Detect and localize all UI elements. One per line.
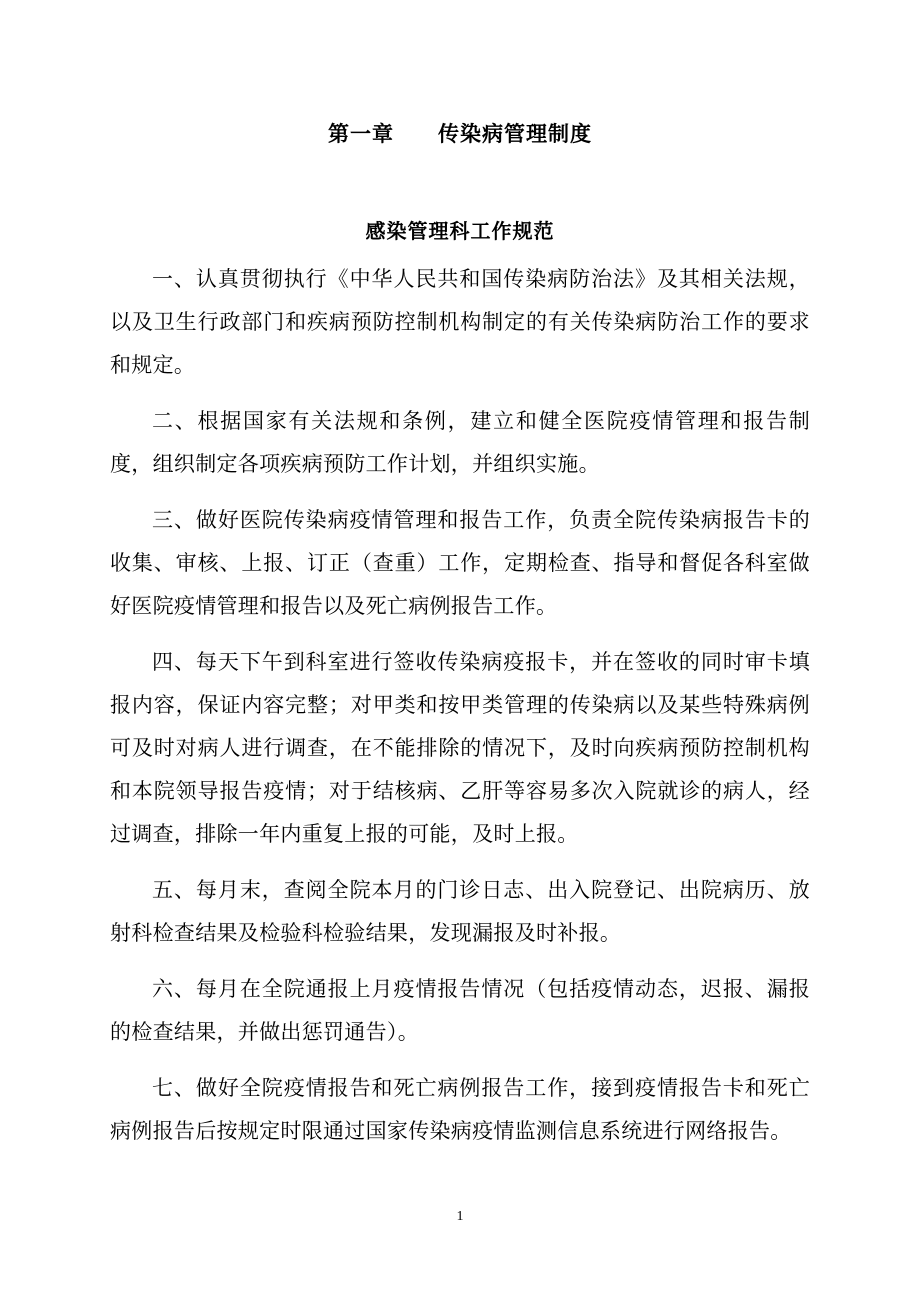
- document-body: [110, 258, 810, 1166]
- paragraph-2: 二、根据国家有关法规和条例，建立和健全医院疫情管理和报告制度，组织制定各项疾病预防工作计划，并组织实施。: [110, 409, 810, 476]
- paragraph-7: 七、做好全院疫情报告和死亡病例报告工作，接到疫情报告卡和死亡病例报告后按规定时限通过国家传染病疫情监测信息系统进行网络报告。: [110, 1076, 810, 1143]
- section-heading: 感染管理科工作规范: [365, 219, 555, 243]
- page-number: 1: [456, 1209, 464, 1224]
- paragraph-3: 三、做好医院传染病疫情管理和报告工作，负责全院传染病报告卡的收集、审核、上报、订正（查重）工作，定期检查、指导和督促各科室做好医院疫情管理和报告以及死亡病例报告工作。: [110, 508, 810, 618]
- paragraph-4: 四、每天下午到科室进行签收传染病疫报卡，并在签收的同时审卡填报内容，保证内容完整；对甲类和按甲类管理的传染病以及某些特殊病例可及时对病人进行调查，在不能排除的情况下，及时向疾病预防控制机构和本院领导报告疫情；对于结核病、乙肝等容易多次入院就诊的病人，经过调查，排除一年内重复上报的可能，及时上报。: [110, 650, 810, 846]
- paragraph-6: 六、每月在全院通报上月疫情报告情况（包括疫情动态，迟报、漏报的检查结果，并做出惩罚通告）。: [110, 977, 810, 1044]
- paragraph-5: 五、每月末，查阅全院本月的门诊日志、出入院登记、出院病历、放射科检查结果及检验科检验结果，发现漏报及时补报。: [110, 878, 810, 945]
- chapter-heading: [0, 118, 920, 150]
- paragraph-1: 一、认真贯彻执行《中华人民共和国传染病防治法》及其相关法规，以及卫生行政部门和疾病预防控制机构制定的有关传染病防治工作的要求和规定。: [110, 267, 810, 377]
- chapter-title: 传染病管理制度: [438, 122, 592, 146]
- chapter-number: 第一章: [328, 122, 394, 146]
